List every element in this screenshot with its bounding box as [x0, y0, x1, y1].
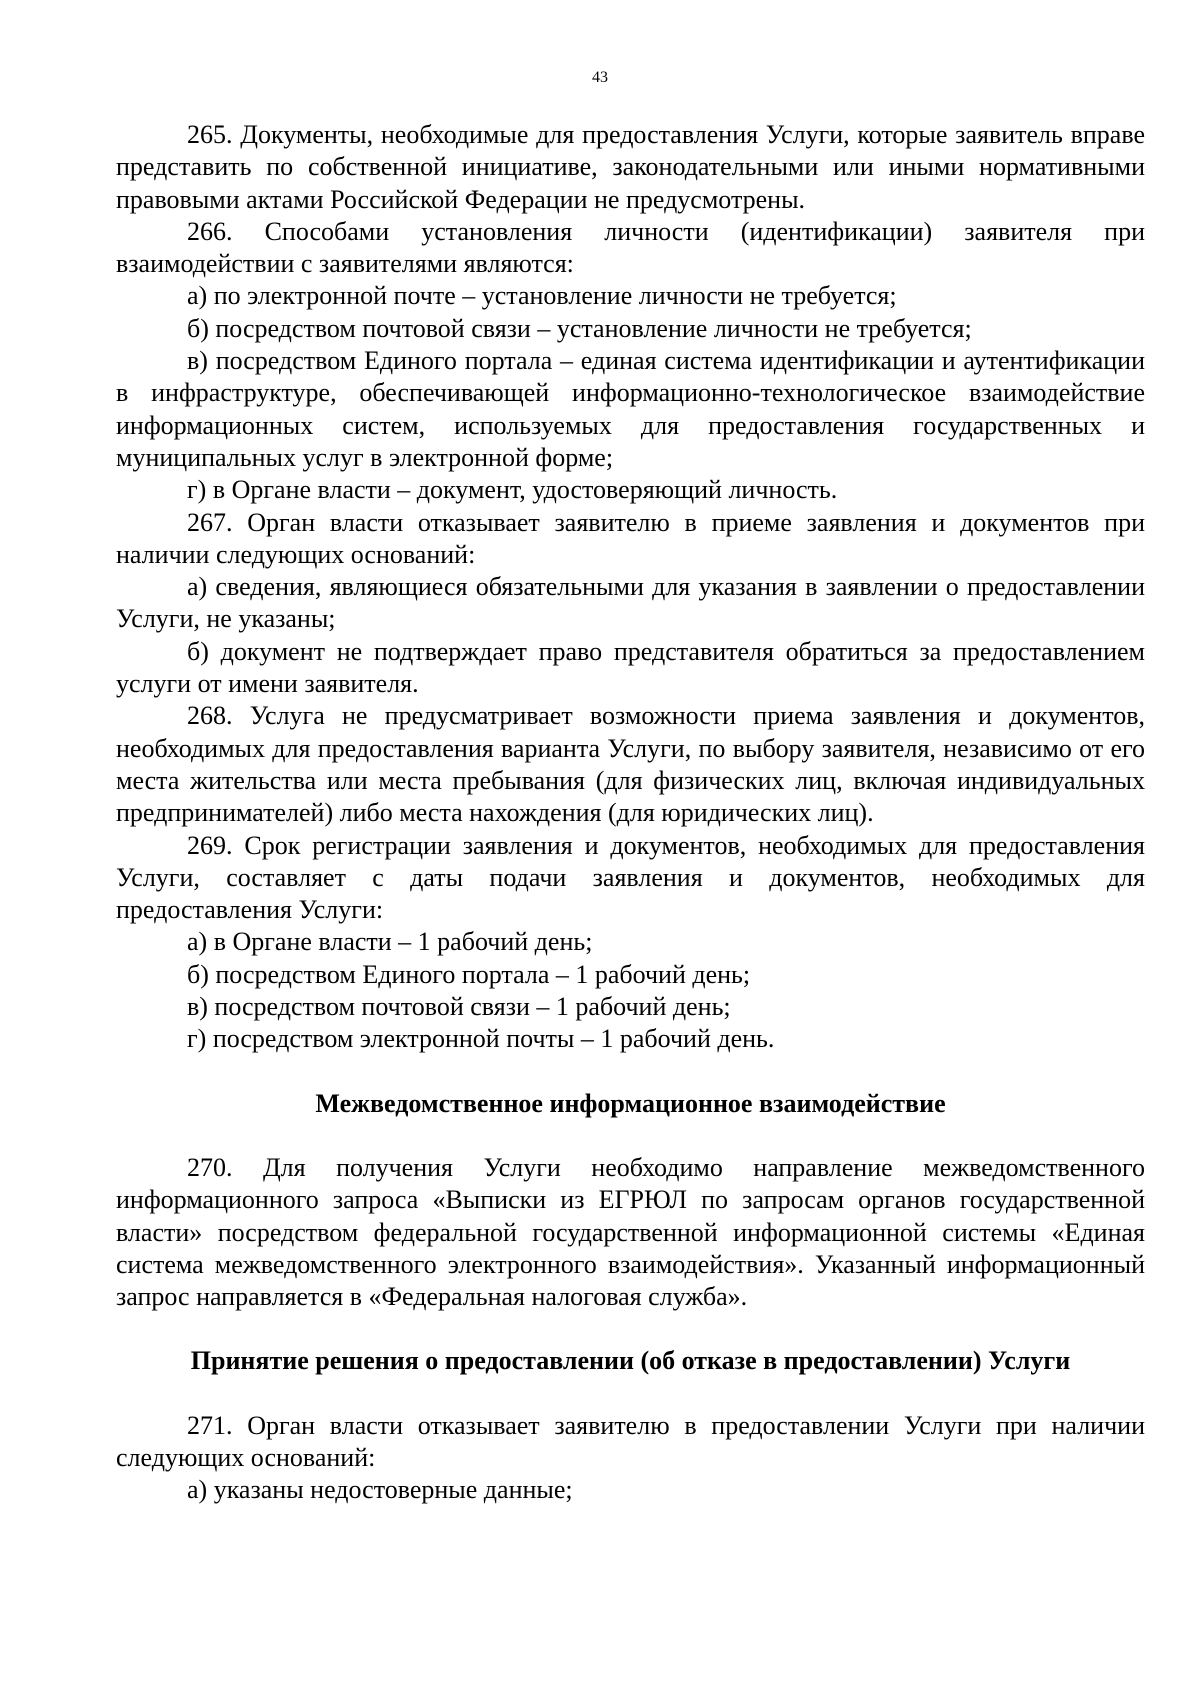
paragraph-265: 265. Документы, необходимые для предоставления Услуги, которые заявитель вправе представить по собственной инициативе, законодательными или иными нормативными правовыми актами Российской Федерации не предусмотрены.: [116, 120, 1145, 214]
paragraph-267: 267. Орган власти отказывает заявителю в приеме заявления и документов при наличии следующих оснований:: [116, 507, 1145, 569]
paragraph-271: 271. Орган власти отказывает заявителю в предоставлении Услуги при наличии следующих оснований:: [116, 1410, 1145, 1472]
list-item-269-g: г) посредством электронной почты – 1 рабочий день.: [187, 1024, 775, 1054]
list-item-266-v: в) посредством Единого портала – единая система идентификации и аутентификации в инфраструктуре, обеспечивающей информационно-технологическое взаимодействие информационных систем, используемых для предоставления государственных и муниципальных услуг в электронной форме;: [116, 346, 1145, 472]
list-item-267-a: а) сведения, являющиеся обязательными для указания в заявлении о предоставлении Услуги, не указаны;: [116, 572, 1145, 634]
list-item-266-g: г) в Органе власти – документ, удостоверяющий личность.: [187, 475, 838, 505]
document-body: [116, 119, 1145, 1507]
section-heading-decision: Принятие решения о предоставлении (об отказе в предоставлении) Услуги: [190, 1346, 1071, 1376]
paragraph-270: 270. Для получения Услуги необходимо направление межведомственного информационного запроса «Выписки из ЕГРЮЛ по запросам органов государственной власти» посредством федеральной государственной информационной системы «Единая система межведомственного электронного взаимодействия». Указанный информационный запрос направляется в «Федеральная налоговая служба».: [116, 1152, 1145, 1312]
list-item-269-v: в) посредством почтовой связи – 1 рабочий день;: [187, 992, 731, 1022]
list-item-266-b: б) посредством почтовой связи – установление личности не требуется;: [187, 313, 972, 343]
section-heading-interagency: Межведомственное информационное взаимодействие: [315, 1088, 946, 1118]
list-item-269-b: б) посредством Единого портала – 1 рабочий день;: [187, 959, 751, 989]
list-item-271-a: а) указаны недостоверные данные;: [187, 1475, 573, 1505]
list-item-269-a: а) в Органе власти – 1 рабочий день;: [187, 927, 593, 957]
page-number: 43: [592, 69, 608, 86]
list-item-266-a: а) по электронной почте – установление личности не требуется;: [187, 281, 897, 311]
paragraph-266: 266. Способами установления личности (идентификации) заявителя при взаимодействии с заявителями являются:: [116, 216, 1145, 279]
paragraph-268: 268. Услуга не предусматривает возможности приема заявления и документов, необходимых для предоставления варианта Услуги, по выбору заявителя, независимо от его места жительства или места пребывания (для физических лиц, включая индивидуальных предпринимателей) либо места нахождения (для юридических лиц).: [116, 701, 1145, 828]
paragraph-269: 269. Срок регистрации заявления и документов, необходимых для предоставления Услуги, составляет с даты подачи заявления и документов, необходимых для предоставления Услуги:: [116, 830, 1145, 925]
list-item-267-b: б) документ не подтверждает право представителя обратиться за предоставлением услуги от имени заявителя.: [116, 636, 1145, 699]
